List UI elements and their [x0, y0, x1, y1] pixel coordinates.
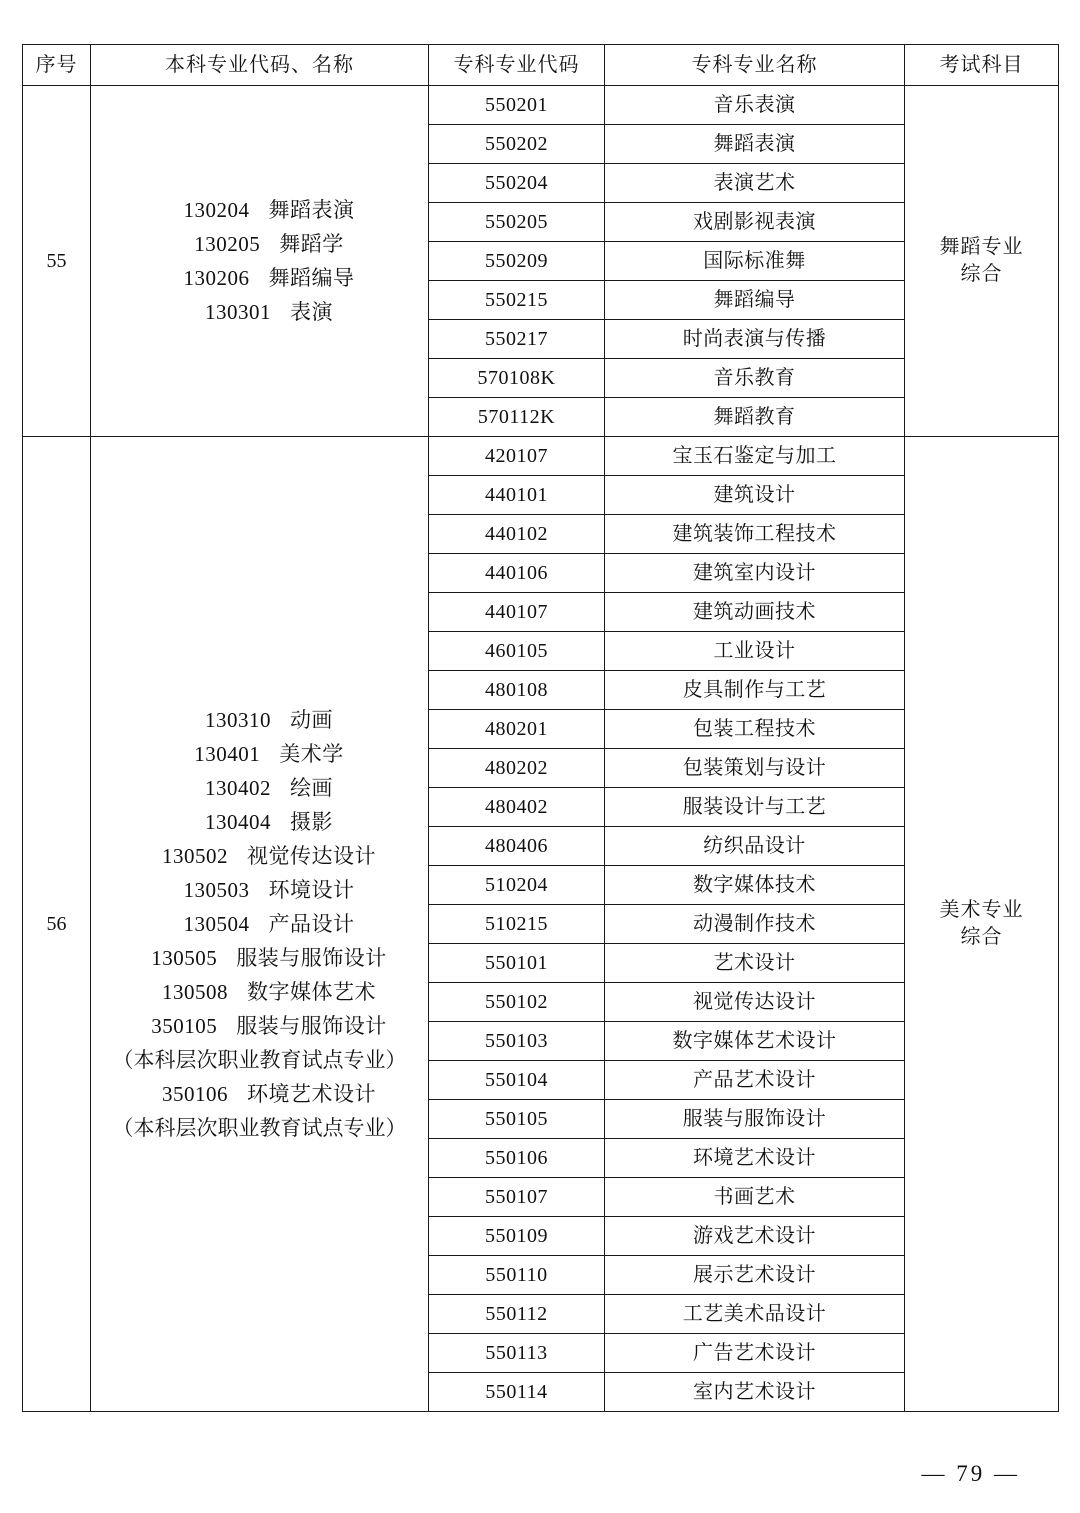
undergraduate-major-line: [91, 771, 428, 805]
undergraduate-major-code: 130204: [183, 197, 250, 222]
undergraduate-major-line: [91, 839, 428, 873]
row-number-56: 56: [23, 437, 91, 1412]
college-major-name: 建筑室内设计: [605, 554, 905, 593]
college-major-name: 游戏艺术设计: [605, 1217, 905, 1256]
college-major-name: 纺织品设计: [605, 827, 905, 866]
college-major-code: 440106: [429, 554, 605, 593]
column-header-college-name: 专科专业名称: [605, 45, 905, 86]
undergraduate-major-code: 350105: [151, 1014, 218, 1039]
college-major-name: 音乐表演: [605, 86, 905, 125]
undergraduate-major-name: 视觉传达设计: [247, 843, 376, 868]
undergraduate-major-line: [91, 703, 428, 737]
college-major-code: 440107: [429, 593, 605, 632]
page-number: — 79 —: [921, 1461, 1020, 1486]
column-header-exam-subject: 考试科目: [905, 45, 1059, 86]
college-major-name: 建筑装饰工程技术: [605, 515, 905, 554]
exam-subject-56: [905, 437, 1059, 1412]
undergraduate-major-line: [91, 805, 428, 839]
undergraduate-major-code: 130301: [205, 300, 271, 325]
undergraduate-major-name: 服装与服饰设计: [236, 1014, 387, 1039]
undergraduate-major-line: [91, 261, 428, 295]
column-header-no: 序号: [23, 45, 91, 86]
college-major-code: 480202: [429, 749, 605, 788]
undergraduate-major-code: 130508: [162, 980, 228, 1005]
undergraduate-major-line: [91, 227, 428, 261]
college-major-name: 宝玉石鉴定与加工: [605, 437, 905, 476]
undergraduate-major-code: 130401: [194, 741, 261, 766]
college-major-name: 数字媒体技术: [605, 866, 905, 905]
college-major-code: 570108K: [429, 359, 605, 398]
undergraduate-major-code: 130206: [183, 266, 250, 290]
college-major-name: 表演艺术: [605, 164, 905, 203]
undergraduate-major-name: 数字媒体艺术: [247, 980, 376, 1005]
college-major-code: 550205: [429, 203, 605, 242]
college-major-code: 510204: [429, 866, 605, 905]
college-major-code: 550106: [429, 1139, 605, 1178]
college-major-code: 550101: [429, 944, 605, 983]
college-major-code: 510215: [429, 905, 605, 944]
college-major-code: 550209: [429, 242, 605, 281]
undergraduate-major-name: 环境设计: [268, 877, 355, 902]
undergraduate-major-code: 130404: [205, 809, 271, 834]
college-major-name: 环境艺术设计: [605, 1139, 905, 1178]
undergraduate-major-line: [91, 295, 428, 329]
undergraduate-major-code: 130503: [183, 877, 250, 902]
college-major-name: 展示艺术设计: [605, 1256, 905, 1295]
undergraduate-major-code: 130402: [205, 775, 271, 800]
major-correspondence-table: [22, 44, 1059, 1412]
college-major-name: 皮具制作与工艺: [605, 671, 905, 710]
college-major-name: 时尚表演与传播: [605, 320, 905, 359]
exam-subject-55: [905, 86, 1059, 437]
college-major-code: 440102: [429, 515, 605, 554]
college-major-code: 550105: [429, 1100, 605, 1139]
college-major-code: 460105: [429, 632, 605, 671]
row-number-55: 55: [23, 86, 91, 437]
college-major-name: 书画艺术: [605, 1178, 905, 1217]
college-major-name: 舞蹈表演: [605, 125, 905, 164]
college-major-name: 国际标准舞: [605, 242, 905, 281]
college-major-code: 480406: [429, 827, 605, 866]
college-major-name: 包装策划与设计: [605, 749, 905, 788]
college-major-name: 数字媒体艺术设计: [605, 1022, 905, 1061]
undergraduate-major-line: [91, 907, 428, 941]
undergraduate-major-name: 舞蹈学: [279, 231, 344, 256]
college-major-name: 舞蹈教育: [605, 398, 905, 437]
undergraduate-majors-56: [91, 437, 429, 1412]
table-header-row: [23, 45, 1059, 86]
undergraduate-major-name: 绘画: [290, 775, 333, 800]
college-major-code: 440101: [429, 476, 605, 515]
undergraduate-major-name: 美术学: [279, 741, 344, 766]
undergraduate-major-name: 产品设计: [268, 911, 355, 936]
undergraduate-major-line: [91, 737, 428, 771]
undergraduate-major-line: [91, 193, 428, 227]
college-major-name: 艺术设计: [605, 944, 905, 983]
college-major-code: 550104: [429, 1061, 605, 1100]
college-major-name: 室内艺术设计: [605, 1373, 905, 1412]
college-major-code: 420107: [429, 437, 605, 476]
undergraduate-major-note: （本科层次职业教育试点专业）: [112, 1048, 407, 1073]
exam-subject-line: 美术专业: [939, 899, 1024, 921]
table-header: [23, 45, 1059, 86]
college-major-code: 550204: [429, 164, 605, 203]
undergraduate-major-name: 舞蹈编导: [268, 266, 355, 290]
college-major-code: 480402: [429, 788, 605, 827]
college-major-name: 包装工程技术: [605, 710, 905, 749]
college-major-code: 550202: [429, 125, 605, 164]
undergraduate-majors-55: [91, 86, 429, 437]
college-major-name: 产品艺术设计: [605, 1061, 905, 1100]
undergraduate-major-code: 130504: [183, 911, 250, 936]
undergraduate-major-line: [91, 975, 428, 1009]
college-major-code: 550107: [429, 1178, 605, 1217]
table-row: [23, 437, 1059, 476]
table-body: [23, 86, 1059, 1412]
undergraduate-major-code: 130205: [194, 231, 261, 256]
undergraduate-major-note: （本科层次职业教育试点专业）: [112, 1116, 407, 1141]
undergraduate-major-name: 服装与服饰设计: [236, 946, 387, 970]
column-header-undergraduate: 本科专业代码、名称: [91, 45, 429, 86]
college-major-name: 工业设计: [605, 632, 905, 671]
college-major-code: 550110: [429, 1256, 605, 1295]
undergraduate-major-name: 摄影: [290, 809, 333, 834]
table-row: [23, 86, 1059, 125]
column-header-college-code: 专科专业代码: [429, 45, 605, 86]
exam-subject-line: 舞蹈专业: [939, 236, 1024, 258]
undergraduate-major-code: 130502: [162, 843, 228, 868]
college-major-code: 550215: [429, 281, 605, 320]
college-major-name: 视觉传达设计: [605, 983, 905, 1022]
college-major-code: 550217: [429, 320, 605, 359]
exam-subject-line: 综合: [960, 926, 1003, 948]
college-major-code: 570112K: [429, 398, 605, 437]
college-major-code: 550201: [429, 86, 605, 125]
college-major-code: 480108: [429, 671, 605, 710]
college-major-name: 戏剧影视表演: [605, 203, 905, 242]
college-major-name: 动漫制作技术: [605, 905, 905, 944]
undergraduate-major-name: 舞蹈表演: [268, 197, 355, 222]
undergraduate-major-line: [91, 941, 428, 975]
undergraduate-major-name: 环境艺术设计: [247, 1082, 376, 1107]
exam-subject-line: 综合: [960, 263, 1003, 285]
undergraduate-major-name: 动画: [290, 707, 333, 732]
undergraduate-major-line: [91, 873, 428, 907]
college-major-name: 工艺美术品设计: [605, 1295, 905, 1334]
college-major-name: 建筑设计: [605, 476, 905, 515]
college-major-name: 音乐教育: [605, 359, 905, 398]
undergraduate-major-code: 130310: [205, 707, 271, 732]
college-major-code: 480201: [429, 710, 605, 749]
college-major-code: 550103: [429, 1022, 605, 1061]
undergraduate-major-code: 130505: [151, 946, 218, 970]
college-major-name: 舞蹈编导: [605, 281, 905, 320]
college-major-name: 建筑动画技术: [605, 593, 905, 632]
college-major-code: 550102: [429, 983, 605, 1022]
undergraduate-major-code: 350106: [162, 1082, 228, 1107]
college-major-name: 服装设计与工艺: [605, 788, 905, 827]
undergraduate-major-line: [91, 1009, 428, 1043]
college-major-code: 550109: [429, 1217, 605, 1256]
college-major-code: 550113: [429, 1334, 605, 1373]
college-major-code: 550114: [429, 1373, 605, 1412]
undergraduate-major-line: [91, 1077, 428, 1111]
college-major-name: 广告艺术设计: [605, 1334, 905, 1373]
college-major-code: 550112: [429, 1295, 605, 1334]
undergraduate-major-name: 表演: [290, 300, 333, 325]
college-major-name: 服装与服饰设计: [605, 1100, 905, 1139]
